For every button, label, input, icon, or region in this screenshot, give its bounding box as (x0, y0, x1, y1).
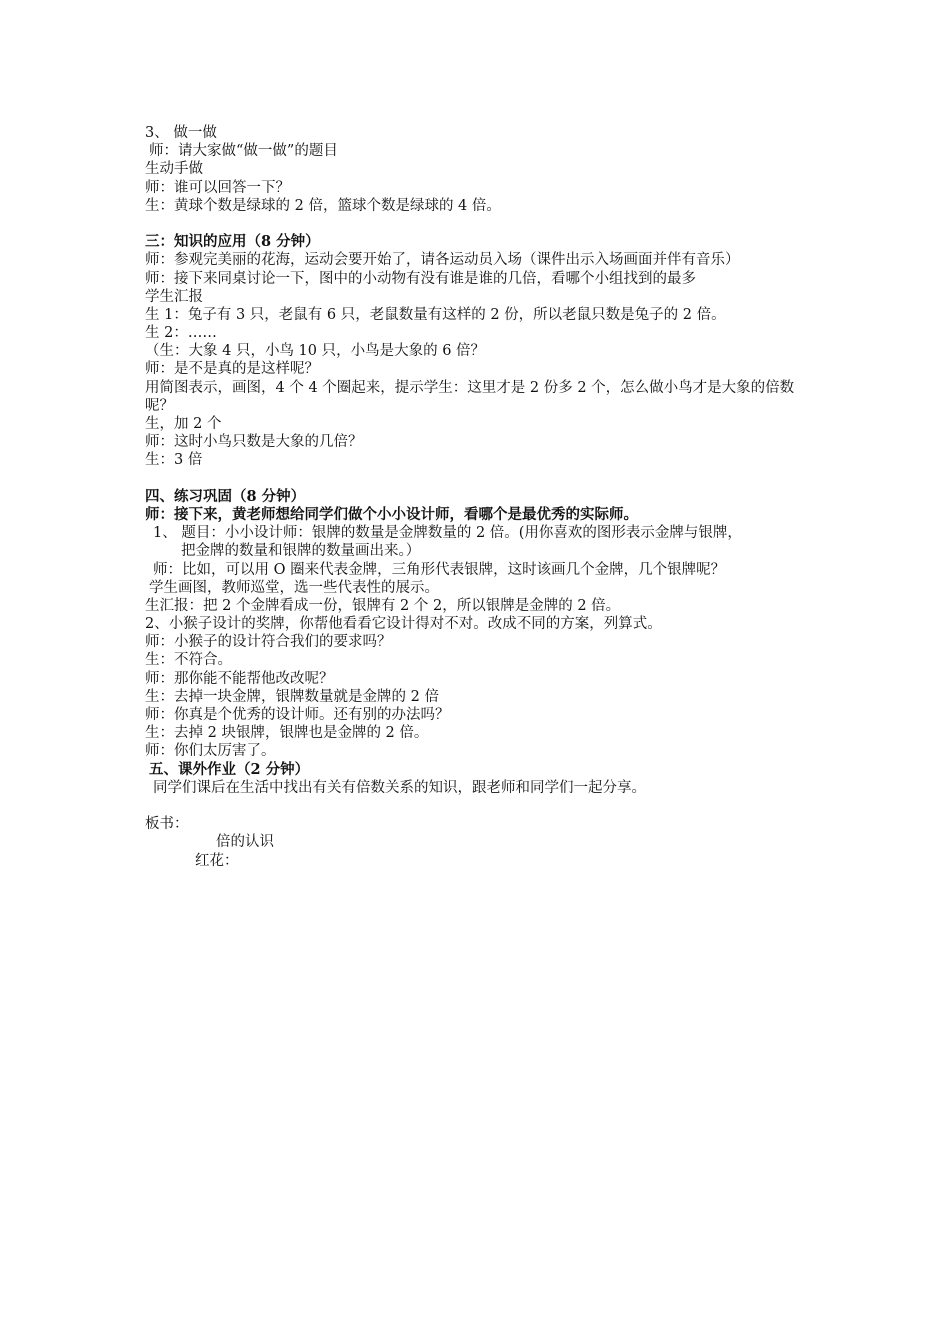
teacher-line: 师：小猴子的设计符合我们的要求吗？ (145, 634, 392, 651)
numbered-item-1: 1、 题目：小小设计师：银牌的数量是金牌数量的 2 倍。(用你喜欢的图形表示金牌与银牌， (153, 525, 742, 542)
numbered-item-2: 2、小猴子设计的奖牌，你帮他看看它设计得对不对。改成不同的方案，列算式。 (145, 616, 662, 633)
section-3-title: 3、 做一做 (145, 125, 217, 141)
teacher-line: 师：你们太厉害了。 (145, 743, 276, 760)
student-line: 学生汇报 (145, 288, 203, 305)
student-line: 生：黄球个数是绿球的 2 倍，篮球个数是绿球的 4 倍。 (145, 197, 501, 214)
section-knowledge-heading: 三：知识的应用（8 分钟） (145, 233, 320, 251)
narration-line: 学生画图，教师巡堂，选一些代表性的展示。 (149, 579, 439, 596)
numbered-item-1-continuation: 把金牌的数量和银牌的数量画出来。） (181, 543, 421, 560)
document-page (145, 124, 825, 870)
student-line: 生：3 倍 (145, 452, 203, 469)
student-line: 生动手做 (145, 161, 203, 178)
section-homework-heading: 五、课外作业（2 分钟） (149, 760, 310, 778)
board-label: 板书： (145, 816, 189, 833)
student-line: 生汇报：把 2 个金牌看成一份，银牌有 2 个 2，所以银牌是金牌的 2 倍。 (145, 597, 621, 614)
teacher-line: 师：参观完美丽的花海，运动会要开始了，请各运动员入场（课件出示入场画面并伴有音乐） (145, 252, 740, 269)
student-line: 生：去掉 2 块银牌，银牌也是金牌的 2 倍。 (145, 725, 429, 742)
teacher-line: 师：这时小鸟只数是大象的几倍？ (145, 434, 363, 451)
section-practice-heading: 四、练习巩固（8 分钟） (145, 487, 306, 505)
teacher-line: 师：是不是真的是这样呢？ (145, 361, 319, 378)
student-line: 生，加 2 个 (145, 416, 222, 433)
student-line: 生：去掉一块金牌，银牌数量就是金牌的 2 倍 (145, 688, 439, 705)
teacher-line: 师：那你能不能帮他改改呢？ (145, 670, 334, 687)
teacher-line: 师：接下来同桌讨论一下，图中的小动物有没有谁是谁的几倍，看哪个小组找到的最多 (145, 270, 696, 287)
homework-line: 同学们课后在生活中找出有关有倍数关系的知识，跟老师和同学们一起分享。 (153, 779, 646, 796)
board-title: 倍的认识 (216, 834, 274, 851)
teacher-line: 师：你真是个优秀的设计师。还有别的办法吗？ (145, 707, 450, 724)
spacer (145, 797, 825, 815)
teacher-line: 师：请大家做“做一做”的题目 (149, 143, 338, 160)
board-item: 红花： (195, 852, 239, 869)
teacher-line-bold: 师：接下来，黄老师想给同学们做个小小设计师，看哪个是最优秀的实际师。 (145, 505, 638, 523)
student-line: 生 1：兔子有 3 只，老鼠有 6 只，老鼠数量有这样的 2 份，所以老鼠只数是兔子的 2 倍。 (145, 306, 726, 323)
student-line: 生：不符合。 (145, 652, 232, 669)
spacer (145, 470, 825, 488)
spacer (145, 215, 825, 233)
instruction-paragraph: 用简图表示，画图，4 个 4 个圈起来，提示学生：这里才是 2 份多 2 个，怎么做小鸟才是大象的倍数呢？ (145, 379, 795, 414)
student-line: （生：大象 4 只，小鸟 10 只，小鸟是大象的 6 倍？ (145, 343, 486, 360)
teacher-line: 师：比如，可以用 O 圈来代表金牌，三角形代表银牌，这时该画几个金牌，几个银牌呢？ (153, 561, 726, 578)
student-line: 生 2：…… (145, 325, 217, 342)
teacher-line: 师：谁可以回答一下？ (145, 179, 290, 196)
